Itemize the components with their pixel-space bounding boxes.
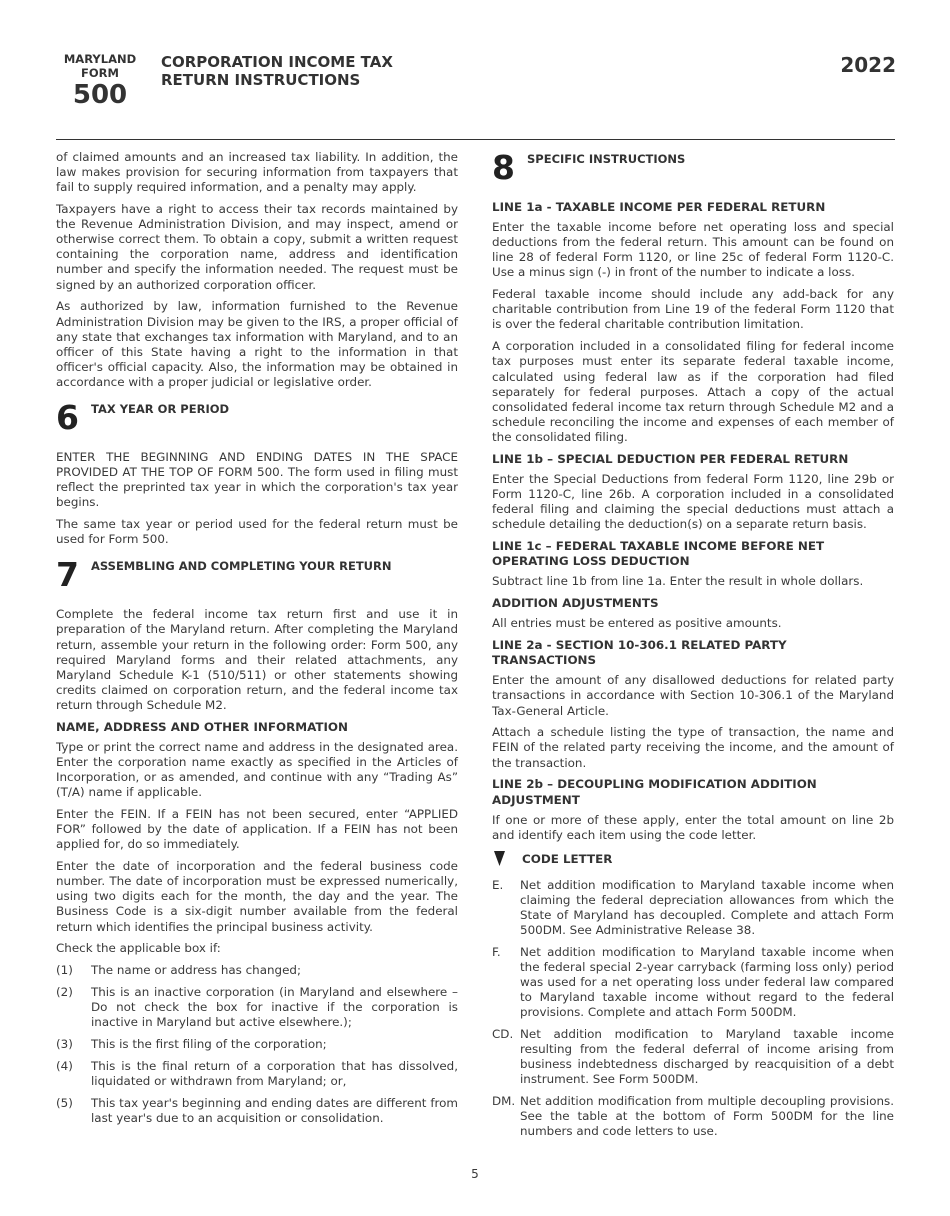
- paragraph: As authorized by law, information furnished to the Revenue Administration Division may be given to the IRS, a proper official of any state that exchanges tax information with Maryland, and to an officer of this State having a right to the information in that officer's official capacity. Also, the information may be obtained in accordance with a proper judicial or legislative order.: [56, 299, 458, 389]
- subheading: ADDITION ADJUSTMENTS: [492, 596, 659, 611]
- paragraph: Attach a schedule listing the type of transaction, the name and FEIN of the related party receiving the income, and the amount of the transaction.: [492, 725, 894, 770]
- form-label: FORM: [81, 66, 119, 80]
- page-number: 5: [471, 1167, 479, 1181]
- list-marker: (2): [56, 985, 73, 1000]
- paragraph: Enter the date of incorporation and the federal business code number. The date of incorporation must be expressed numerically, using two digits each for the month, the day and the year. The Business Code is a six-digit number available from the federal return which identifies the principal business activity.: [56, 859, 458, 934]
- list-text: Net addition modification from multiple decoupling provisions. See the table at the bottom of Form 500DM for the line numbers and code letters to use.: [520, 1094, 894, 1139]
- list-item: [492, 945, 894, 1020]
- paragraph: Subtract line 1b from line 1a. Enter the result in whole dollars.: [492, 574, 864, 589]
- paragraph: Check the applicable box if:: [56, 941, 221, 956]
- triangle-down-icon: [494, 851, 505, 870]
- list-item: [492, 878, 894, 938]
- list-item: [56, 1037, 458, 1052]
- section-title: ASSEMBLING AND COMPLETING YOUR RETURN: [91, 559, 392, 574]
- paragraph: Enter the FEIN. If a FEIN has not been secured, enter “APPLIED FOR” followed by the date of application. If a FEIN has not been applied for, do so immediately.: [56, 807, 458, 852]
- page-header: [56, 52, 896, 112]
- code-letter-heading: [492, 850, 894, 870]
- list-item: [56, 1096, 458, 1126]
- section-title: TAX YEAR OR PERIOD: [91, 402, 230, 416]
- list-marker: (5): [56, 1096, 73, 1111]
- section-number: 6: [56, 398, 79, 437]
- paragraph: If one or more of these apply, enter the total amount on line 2b and identify each item using the code letter.: [492, 812, 894, 842]
- paragraph: All entries must be entered as positive amounts.: [492, 616, 782, 631]
- paragraph: A corporation included in a consolidated filing for federal income tax purposes must enter its separate federal taxable income, calculated using federal law as if the corporation had filed separately for federal purposes. Attach a copy of the actual consolidated federal income tax return through Schedule M2 and a schedule reconciling the income and expenses of each member of the consolidated filing.: [492, 339, 894, 444]
- code-letter: CD.: [492, 1027, 514, 1042]
- list-item: [56, 1059, 458, 1089]
- list-text: This is the first filing of the corporation;: [91, 1037, 327, 1052]
- subheading: LINE 2a - SECTION 10-306.1 RELATED PARTY TRANSACTIONS: [492, 638, 787, 668]
- code-letter: F.: [492, 944, 501, 959]
- paragraph: Taxpayers have a right to access their tax records maintained by the Revenue Administration Division, and may inspect, amend or otherwise correct them. To obtain a copy, submit a written request containing the corporation name, address and identification number and specify the information needed. The request must be signed by an authorized corporation officer.: [56, 202, 458, 292]
- right-column: [492, 150, 894, 1146]
- page-title: [161, 53, 393, 89]
- paragraph: Enter the taxable income before net operating loss and special deductions from the federal return. This amount can be found on line 28 of federal Form 1120, or line 25c of federal Form 1120-C. Use a minus sign (-) in front of the number to indicate a loss.: [492, 220, 894, 280]
- paragraph: Type or print the correct name and address in the designated area. Enter the corporation name exactly as specified in the Articles of Incorporation, or as amended, and continue with any “Trading As” (T/A) name if applicable.: [56, 739, 458, 800]
- paragraph: Enter the Special Deductions from federal Form 1120, line 29b or Form 1120-C, line 26b. A corporation included in a consolidated federal filing and claiming the special deductions must attach a schedule detailing the deduction(s) on a separate return basis.: [492, 471, 894, 532]
- paragraph: Federal taxable income should include any add-back for any charitable contribution from Line 19 of the federal Form 1120 that is over the federal charitable contribution limitation.: [492, 287, 894, 332]
- list-item: [56, 985, 458, 1030]
- code-letter: E.: [492, 877, 504, 892]
- list-text: The name or address has changed;: [91, 963, 301, 978]
- subheading: LINE 2b – DECOUPLING MODIFICATION ADDITION ADJUSTMENT: [492, 777, 817, 807]
- header-divider: [56, 139, 895, 140]
- list-text: Net addition modification to Maryland taxable income when the federal special 2-year carryback (farming loss only) period was used for a net operating loss under federal law compared to Maryland taxable income without regard to the federal provisions. Complete and attach Form 500DM.: [520, 944, 894, 1020]
- code-letter-title: CODE LETTER: [522, 851, 613, 866]
- subheading: LINE 1a - TAXABLE INCOME PER FEDERAL RETURN: [492, 200, 826, 214]
- list-text: This is the final return of a corporation that has dissolved, liquidated or withdrawn from Maryland; or,: [91, 1059, 458, 1089]
- list-marker: (3): [56, 1037, 73, 1052]
- list-item: [492, 1027, 894, 1087]
- paragraph: Complete the federal income tax return first and use it in preparation of the Maryland return. After completing the Maryland return, assemble your return in the following order: Form 500, any required Maryland forms and their related attachments, any Maryland Schedule K-1 (510/511) or other statements showing credits claimed on corporation return, and the federal income tax return through Schedule M2.: [56, 607, 458, 712]
- list-marker: (1): [56, 963, 73, 978]
- section-6-heading: [56, 400, 458, 436]
- code-letter-list: [492, 878, 894, 1140]
- section-number: 7: [56, 555, 79, 595]
- list-text: This tax year's beginning and ending dates are different from last year's due to an acquisition or consolidation.: [91, 1096, 458, 1126]
- left-column: [56, 150, 458, 1133]
- form-identifier: [56, 52, 144, 110]
- subheading: LINE 1c – FEDERAL TAXABLE INCOME BEFORE NET OPERATING LOSS DEDUCTION: [492, 539, 825, 569]
- paragraph: The same tax year or period used for the federal return must be used for Form 500.: [56, 517, 458, 547]
- form-number: 500: [72, 80, 128, 110]
- tax-year: 2022: [840, 53, 896, 77]
- list-text: This is an inactive corporation (in Maryland and elsewhere – Do not check the box for inactive if the corporation is inactive in Maryland but active elsewhere.);: [91, 985, 458, 1030]
- title-line-2: RETURN INSTRUCTIONS: [161, 71, 361, 89]
- list-item: [56, 963, 458, 978]
- section-title: SPECIFIC INSTRUCTIONS: [527, 152, 686, 166]
- paragraph: ENTER THE BEGINNING AND ENDING DATES IN THE SPACE PROVIDED AT THE TOP OF FORM 500. The form used in filing must reflect the preprinted tax year in which the corporation's tax year begins.: [56, 450, 458, 510]
- paragraph: Enter the amount of any disallowed deductions for related party transactions in accordance with Section 10-306.1 of the Maryland Tax-General Article.: [492, 673, 894, 718]
- title-line-1: CORPORATION INCOME TAX: [161, 53, 393, 71]
- section-8-heading: [492, 150, 894, 186]
- form-state-label: MARYLAND: [63, 52, 137, 66]
- list-text: Net addition modification to Maryland taxable income when claiming the federal depreciation allowances from which the State of Maryland has decoupled. Complete and attach Form 500DM. See Administrative Release 38.: [520, 877, 894, 937]
- list-item: [492, 1094, 894, 1139]
- subheading: LINE 1b – SPECIAL DEDUCTION PER FEDERAL RETURN: [492, 451, 849, 466]
- paragraph: of claimed amounts and an increased tax liability. In addition, the law makes provision for securing information from taxpayers that fail to supply required information, and a penalty may apply.: [56, 150, 458, 195]
- code-letter: DM.: [492, 1094, 516, 1109]
- subheading: NAME, ADDRESS AND OTHER INFORMATION: [56, 719, 348, 734]
- list-marker: (4): [56, 1059, 73, 1074]
- check-box-list: [56, 963, 458, 1126]
- section-number: 8: [492, 148, 515, 187]
- list-text: Net addition modification to Maryland taxable income resulting from the federal deferral of income arising from business indebtedness discharged by reacquisition of a debt instrument. See Form 500DM.: [520, 1027, 894, 1087]
- section-7-heading: [56, 557, 458, 593]
